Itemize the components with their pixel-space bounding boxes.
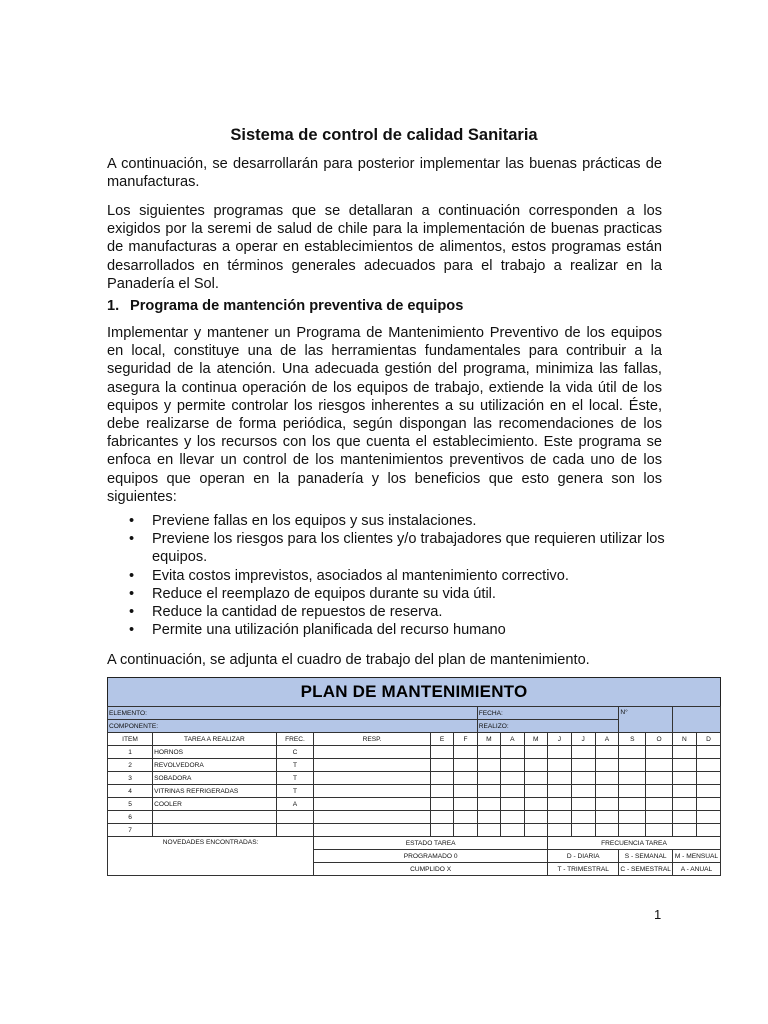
bullet-icon: • [129,604,135,621]
month-cell[interactable] [524,798,547,811]
resp-cell[interactable] [314,798,431,811]
month-cell[interactable] [477,772,500,785]
numero-label: N° [619,707,673,733]
month-cell[interactable] [524,772,547,785]
month-cell[interactable] [646,811,673,824]
month-cell[interactable] [595,772,619,785]
month-cell[interactable] [672,785,696,798]
list-item: • Evita costos imprevistos, asociados al mantenimiento correctivo. [129,567,569,584]
month-cell[interactable] [501,824,524,837]
month-cell[interactable] [477,798,500,811]
month-cell[interactable] [454,746,477,759]
month-cell[interactable] [595,759,619,772]
elemento-label: ELEMENTO: [108,707,478,720]
month-cell[interactable] [619,824,646,837]
month-cell[interactable] [571,772,595,785]
section-heading [107,298,463,314]
month-cell[interactable] [430,824,453,837]
col-month: A [501,733,524,746]
cumplido-label: CUMPLIDO X [314,863,548,876]
month-cell[interactable] [430,811,453,824]
month-cell[interactable] [646,785,673,798]
month-cell[interactable] [646,824,673,837]
col-month: J [548,733,572,746]
month-cell[interactable] [477,759,500,772]
programs-paragraph: Los siguientes programas que se detallaran a continuación corresponden a los exigidos por la seremi de salud de chile para la implementación de buenas practicas de manufacturas a operar en establecimientos de alimentos, estos programas están desarrollados en términos generales adecuados para el trabajo a realizar en la Panadería el Sol. [107,203,662,292]
bullet-icon: • [129,622,135,639]
month-cell[interactable] [672,746,696,759]
month-cell[interactable] [672,772,696,785]
freq-cell: T [276,772,313,785]
document-title: Sistema de control de calidad Sanitaria [230,126,538,144]
month-cell[interactable] [672,759,696,772]
month-cell[interactable] [524,824,547,837]
col-month: A [595,733,619,746]
month-cell[interactable] [571,811,595,824]
resp-cell[interactable] [314,811,431,824]
col-item: ITEM [108,733,153,746]
maintenance-plan [107,677,721,875]
list-item: • Previene los riesgos para los clientes y/o trabajadores que requieren utilizar los equipos. [129,531,665,566]
col-month: F [454,733,477,746]
month-cell[interactable] [619,746,646,759]
month-cell[interactable] [454,824,477,837]
month-cell[interactable] [619,772,646,785]
month-cell[interactable] [501,798,524,811]
plan-title-bar [107,677,721,707]
month-cell[interactable] [477,824,500,837]
month-cell[interactable] [430,785,453,798]
item-cell: 3 [108,772,153,785]
month-cell[interactable] [524,811,547,824]
month-cell[interactable] [548,798,572,811]
col-month: O [646,733,673,746]
legend-header-row [108,837,721,850]
month-cell[interactable] [477,746,500,759]
month-cell[interactable] [646,798,673,811]
month-cell[interactable] [501,772,524,785]
month-cell[interactable] [430,759,453,772]
month-cell[interactable] [595,811,619,824]
item-cell: 2 [108,759,153,772]
elemento-row [108,707,721,720]
bullet-icon: • [129,567,135,584]
month-cell[interactable] [548,811,572,824]
month-cell[interactable] [672,798,696,811]
month-cell[interactable] [696,811,720,824]
resp-cell[interactable] [314,824,431,837]
bullet-icon: • [129,531,135,548]
month-cell[interactable] [595,785,619,798]
componente-label: COMPONENTE: [108,720,478,733]
col-month: N [672,733,696,746]
programado-label: PROGRAMADO 0 [314,850,548,863]
resp-cell[interactable] [314,772,431,785]
item-cell: 5 [108,798,153,811]
month-cell[interactable] [524,785,547,798]
month-cell[interactable] [619,811,646,824]
month-cell[interactable] [696,746,720,759]
task-cell: VITRINAS REFRIGERADAS [153,785,277,798]
freq-cell: T [276,785,313,798]
month-cell[interactable] [696,772,720,785]
list-item: • Permite una utilización planificada del recurso humano [129,622,506,639]
table-row [108,824,721,837]
item-cell: 4 [108,785,153,798]
section-title: Programa de mantención preventiva de equipos [130,298,464,314]
month-cell[interactable] [477,785,500,798]
table-row [108,746,721,759]
month-cell[interactable] [430,798,453,811]
resp-cell[interactable] [314,746,431,759]
closing-paragraph: A continuación, se adjunta el cuadro de trabajo del plan de mantenimiento. [107,652,590,668]
month-cell[interactable] [619,785,646,798]
table-row [108,785,721,798]
col-month: M [477,733,500,746]
section-number: 1. [107,298,120,314]
benefits-list [107,512,667,639]
freq-cell: T [276,759,313,772]
month-cell[interactable] [501,785,524,798]
item-cell: 7 [108,824,153,837]
table-row [108,759,721,772]
realizo-label: REALIZO: [477,720,619,733]
task-cell: HORNOS [153,746,277,759]
month-cell[interactable] [595,798,619,811]
novedades-label: NOVEDADES ENCONTRADAS: [108,837,314,876]
plan-title: PLAN DE MANTENIMIENTO [300,682,528,701]
col-month: S [619,733,646,746]
table-row [108,772,721,785]
table-row [108,811,721,824]
page-number: 1 [654,907,662,922]
resp-cell[interactable] [314,759,431,772]
numero-value [672,707,720,733]
freq-cell [276,811,313,824]
month-cell[interactable] [548,785,572,798]
month-cell[interactable] [571,824,595,837]
month-cell[interactable] [571,759,595,772]
month-cell[interactable] [646,772,673,785]
month-cell[interactable] [595,746,619,759]
month-cell[interactable] [501,746,524,759]
month-cell[interactable] [454,811,477,824]
month-cell[interactable] [548,772,572,785]
month-cell[interactable] [696,824,720,837]
task-cell [153,811,277,824]
month-cell[interactable] [548,759,572,772]
section-paragraph: Implementar y mantener un Programa de Mantenimiento Preventivo de los equipos en local, constituye una de las herramientas fundamentales para contribuir a la seguridad de la atención. Una adecuada gestión del programa, minimiza las fallas, asegura la continua operación de los equipos de trabajo, extiende la vida útil de los equipos y permite controlar los riesgos inherentes a su utilización en el local. Éste, debe realizarse de forma periódica, según dispongan las recomendaciones de los fabricantes y los recursos con los que cuenta el establecimiento. Este programa se enfoca en llevar un control de los mantenimientos preventivos de cada uno de los equipos que operan en la panadería y los beneficios que esto genera son los siguientes: [107,325,662,505]
freq-legend-item: S - SEMANAL [619,850,673,863]
month-cell[interactable] [454,772,477,785]
freq-legend-item: T - TRIMESTRAL [548,863,619,876]
freq-cell [276,824,313,837]
month-cell[interactable] [672,824,696,837]
task-cell: SOBADORA [153,772,277,785]
freq-cell: C [276,746,313,759]
month-cell[interactable] [619,798,646,811]
frecuencia-label: FRECUENCIA TAREA [548,837,721,850]
month-cell[interactable] [646,759,673,772]
month-cell[interactable] [454,785,477,798]
freq-legend-item: C - SEMESTRAL [619,863,673,876]
month-cell[interactable] [501,811,524,824]
item-cell: 1 [108,746,153,759]
col-month: J [571,733,595,746]
month-cell[interactable] [571,798,595,811]
col-tarea: TAREA A REALIZAR [153,733,277,746]
month-cell[interactable] [646,746,673,759]
col-month: E [430,733,453,746]
estado-label: ESTADO TAREA [314,837,548,850]
list-item: • Previene fallas en los equipos y sus instalaciones. [129,513,477,529]
resp-cell[interactable] [314,785,431,798]
month-cell[interactable] [696,785,720,798]
list-item: • Reduce el reemplazo de equipos durante su vida útil. [129,585,496,602]
month-cell[interactable] [696,798,720,811]
bullet-icon: • [129,513,135,529]
list-item: • Reduce la cantidad de repuestos de reserva. [129,604,443,621]
month-cell[interactable] [548,746,572,759]
month-cell[interactable] [595,824,619,837]
month-cell[interactable] [672,811,696,824]
col-month: M [524,733,547,746]
task-cell: REVOLVEDORA [153,759,277,772]
task-cell [153,824,277,837]
col-frec: FREC. [276,733,313,746]
month-cell[interactable] [454,759,477,772]
month-cell[interactable] [477,811,500,824]
month-cell[interactable] [571,785,595,798]
month-cell[interactable] [696,759,720,772]
column-header-row [108,733,721,746]
bullet-icon: • [129,585,135,602]
item-cell: 6 [108,811,153,824]
month-cell[interactable] [548,824,572,837]
month-cell[interactable] [524,759,547,772]
month-cell[interactable] [430,746,453,759]
fecha-label: FECHA: [477,707,619,720]
month-cell[interactable] [430,772,453,785]
col-month: D [696,733,720,746]
col-resp: RESP. [314,733,431,746]
month-cell[interactable] [454,798,477,811]
month-cell[interactable] [501,759,524,772]
freq-legend-item: M - MENSUAL [672,850,720,863]
table-row [108,798,721,811]
month-cell[interactable] [524,746,547,759]
task-cell: COOLER [153,798,277,811]
intro-paragraph: A continuación, se desarrollarán para posterior implementar las buenas prácticas de manufacturas. [107,156,662,191]
month-cell[interactable] [619,759,646,772]
freq-legend-item: D - DIARIA [548,850,619,863]
plan-table [107,706,721,876]
month-cell[interactable] [571,746,595,759]
freq-cell: A [276,798,313,811]
freq-legend-item: A - ANUAL [672,863,720,876]
